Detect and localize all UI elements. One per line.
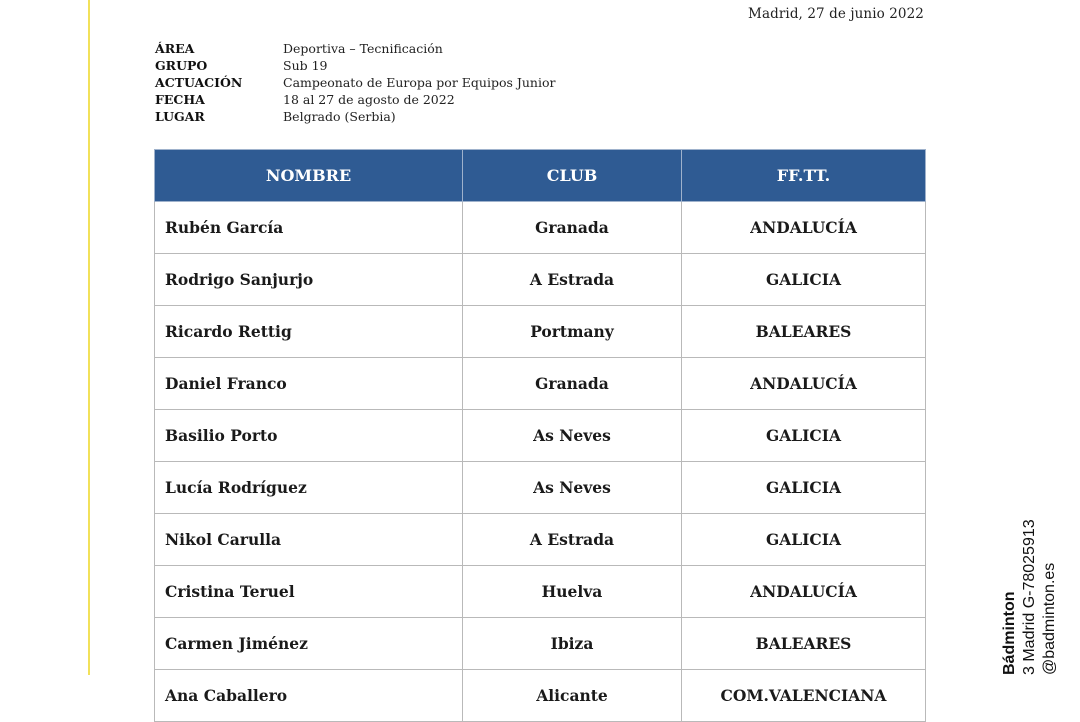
player-club: Granada	[463, 202, 682, 254]
player-federation: ANDALUCÍA	[682, 358, 926, 410]
table-row	[155, 306, 926, 358]
player-club: Huelva	[463, 566, 682, 618]
player-club: Granada	[463, 358, 682, 410]
table-row	[155, 670, 926, 722]
table-header-row	[155, 150, 926, 202]
meta-key: ÁREA	[155, 41, 195, 56]
page-margin-rule	[88, 0, 90, 675]
meta-row-area	[155, 40, 555, 57]
player-federation: ANDALUCÍA	[682, 202, 926, 254]
player-federation: BALEARES	[682, 306, 926, 358]
player-name: Daniel Franco	[155, 358, 463, 410]
meta-key: ACTUACIÓN	[155, 75, 243, 90]
column-header-club: CLUB	[463, 150, 682, 202]
player-name: Basilio Porto	[155, 410, 463, 462]
meta-value: Campeonato de Europa por Equipos Junior	[283, 75, 556, 90]
player-club: Alicante	[463, 670, 682, 722]
table-row	[155, 254, 926, 306]
player-club: Portmany	[463, 306, 682, 358]
meta-key: LUGAR	[155, 109, 205, 124]
player-name: Lucía Rodríguez	[155, 462, 463, 514]
meta-row-date	[155, 91, 555, 108]
meta-row-group	[155, 57, 555, 74]
player-name: Ana Caballero	[155, 670, 463, 722]
meta-value: Deportiva – Tecnificación	[283, 41, 443, 56]
table-row	[155, 410, 926, 462]
table-row	[155, 462, 926, 514]
player-federation: BALEARES	[682, 618, 926, 670]
player-name: Carmen Jiménez	[155, 618, 463, 670]
player-federation: GALICIA	[682, 462, 926, 514]
player-federation: GALICIA	[682, 514, 926, 566]
column-header-federation: FF.TT.	[682, 150, 926, 202]
document-date: Madrid, 27 de junio 2022	[748, 6, 924, 22]
address-tax-id-text: 3 Madrid G-78025913	[1021, 519, 1038, 675]
player-name: Rodrigo Sanjurjo	[155, 254, 463, 306]
player-club: A Estrada	[463, 254, 682, 306]
federation-name-text: Bádminton	[1001, 591, 1018, 675]
player-club: Ibiza	[463, 618, 682, 670]
players-table	[154, 149, 926, 722]
player-name: Nikol Carulla	[155, 514, 463, 566]
player-club: As Neves	[463, 462, 682, 514]
player-federation: GALICIA	[682, 410, 926, 462]
player-club: As Neves	[463, 410, 682, 462]
table-row	[155, 514, 926, 566]
meta-key: GRUPO	[155, 58, 208, 73]
player-federation: ANDALUCÍA	[682, 566, 926, 618]
meta-key: FECHA	[155, 92, 205, 107]
player-name: Ricardo Rettig	[155, 306, 463, 358]
meta-block	[155, 40, 555, 125]
table-row	[155, 358, 926, 410]
vertical-footer-text	[1000, 519, 1060, 675]
player-federation: COM.VALENCIANA	[682, 670, 926, 722]
email-domain-text: @badminton.es	[1041, 562, 1058, 675]
table-row	[155, 566, 926, 618]
meta-value: 18 al 27 de agosto de 2022	[283, 92, 455, 107]
meta-value: Sub 19	[283, 58, 328, 73]
player-name: Cristina Teruel	[155, 566, 463, 618]
player-name: Rubén García	[155, 202, 463, 254]
meta-row-event	[155, 74, 555, 91]
player-federation: GALICIA	[682, 254, 926, 306]
meta-row-place	[155, 108, 555, 125]
table-row	[155, 202, 926, 254]
column-header-name: NOMBRE	[155, 150, 463, 202]
table-row	[155, 618, 926, 670]
players-table-wrapper	[154, 149, 925, 722]
player-club: A Estrada	[463, 514, 682, 566]
meta-value: Belgrado (Serbia)	[283, 109, 396, 124]
